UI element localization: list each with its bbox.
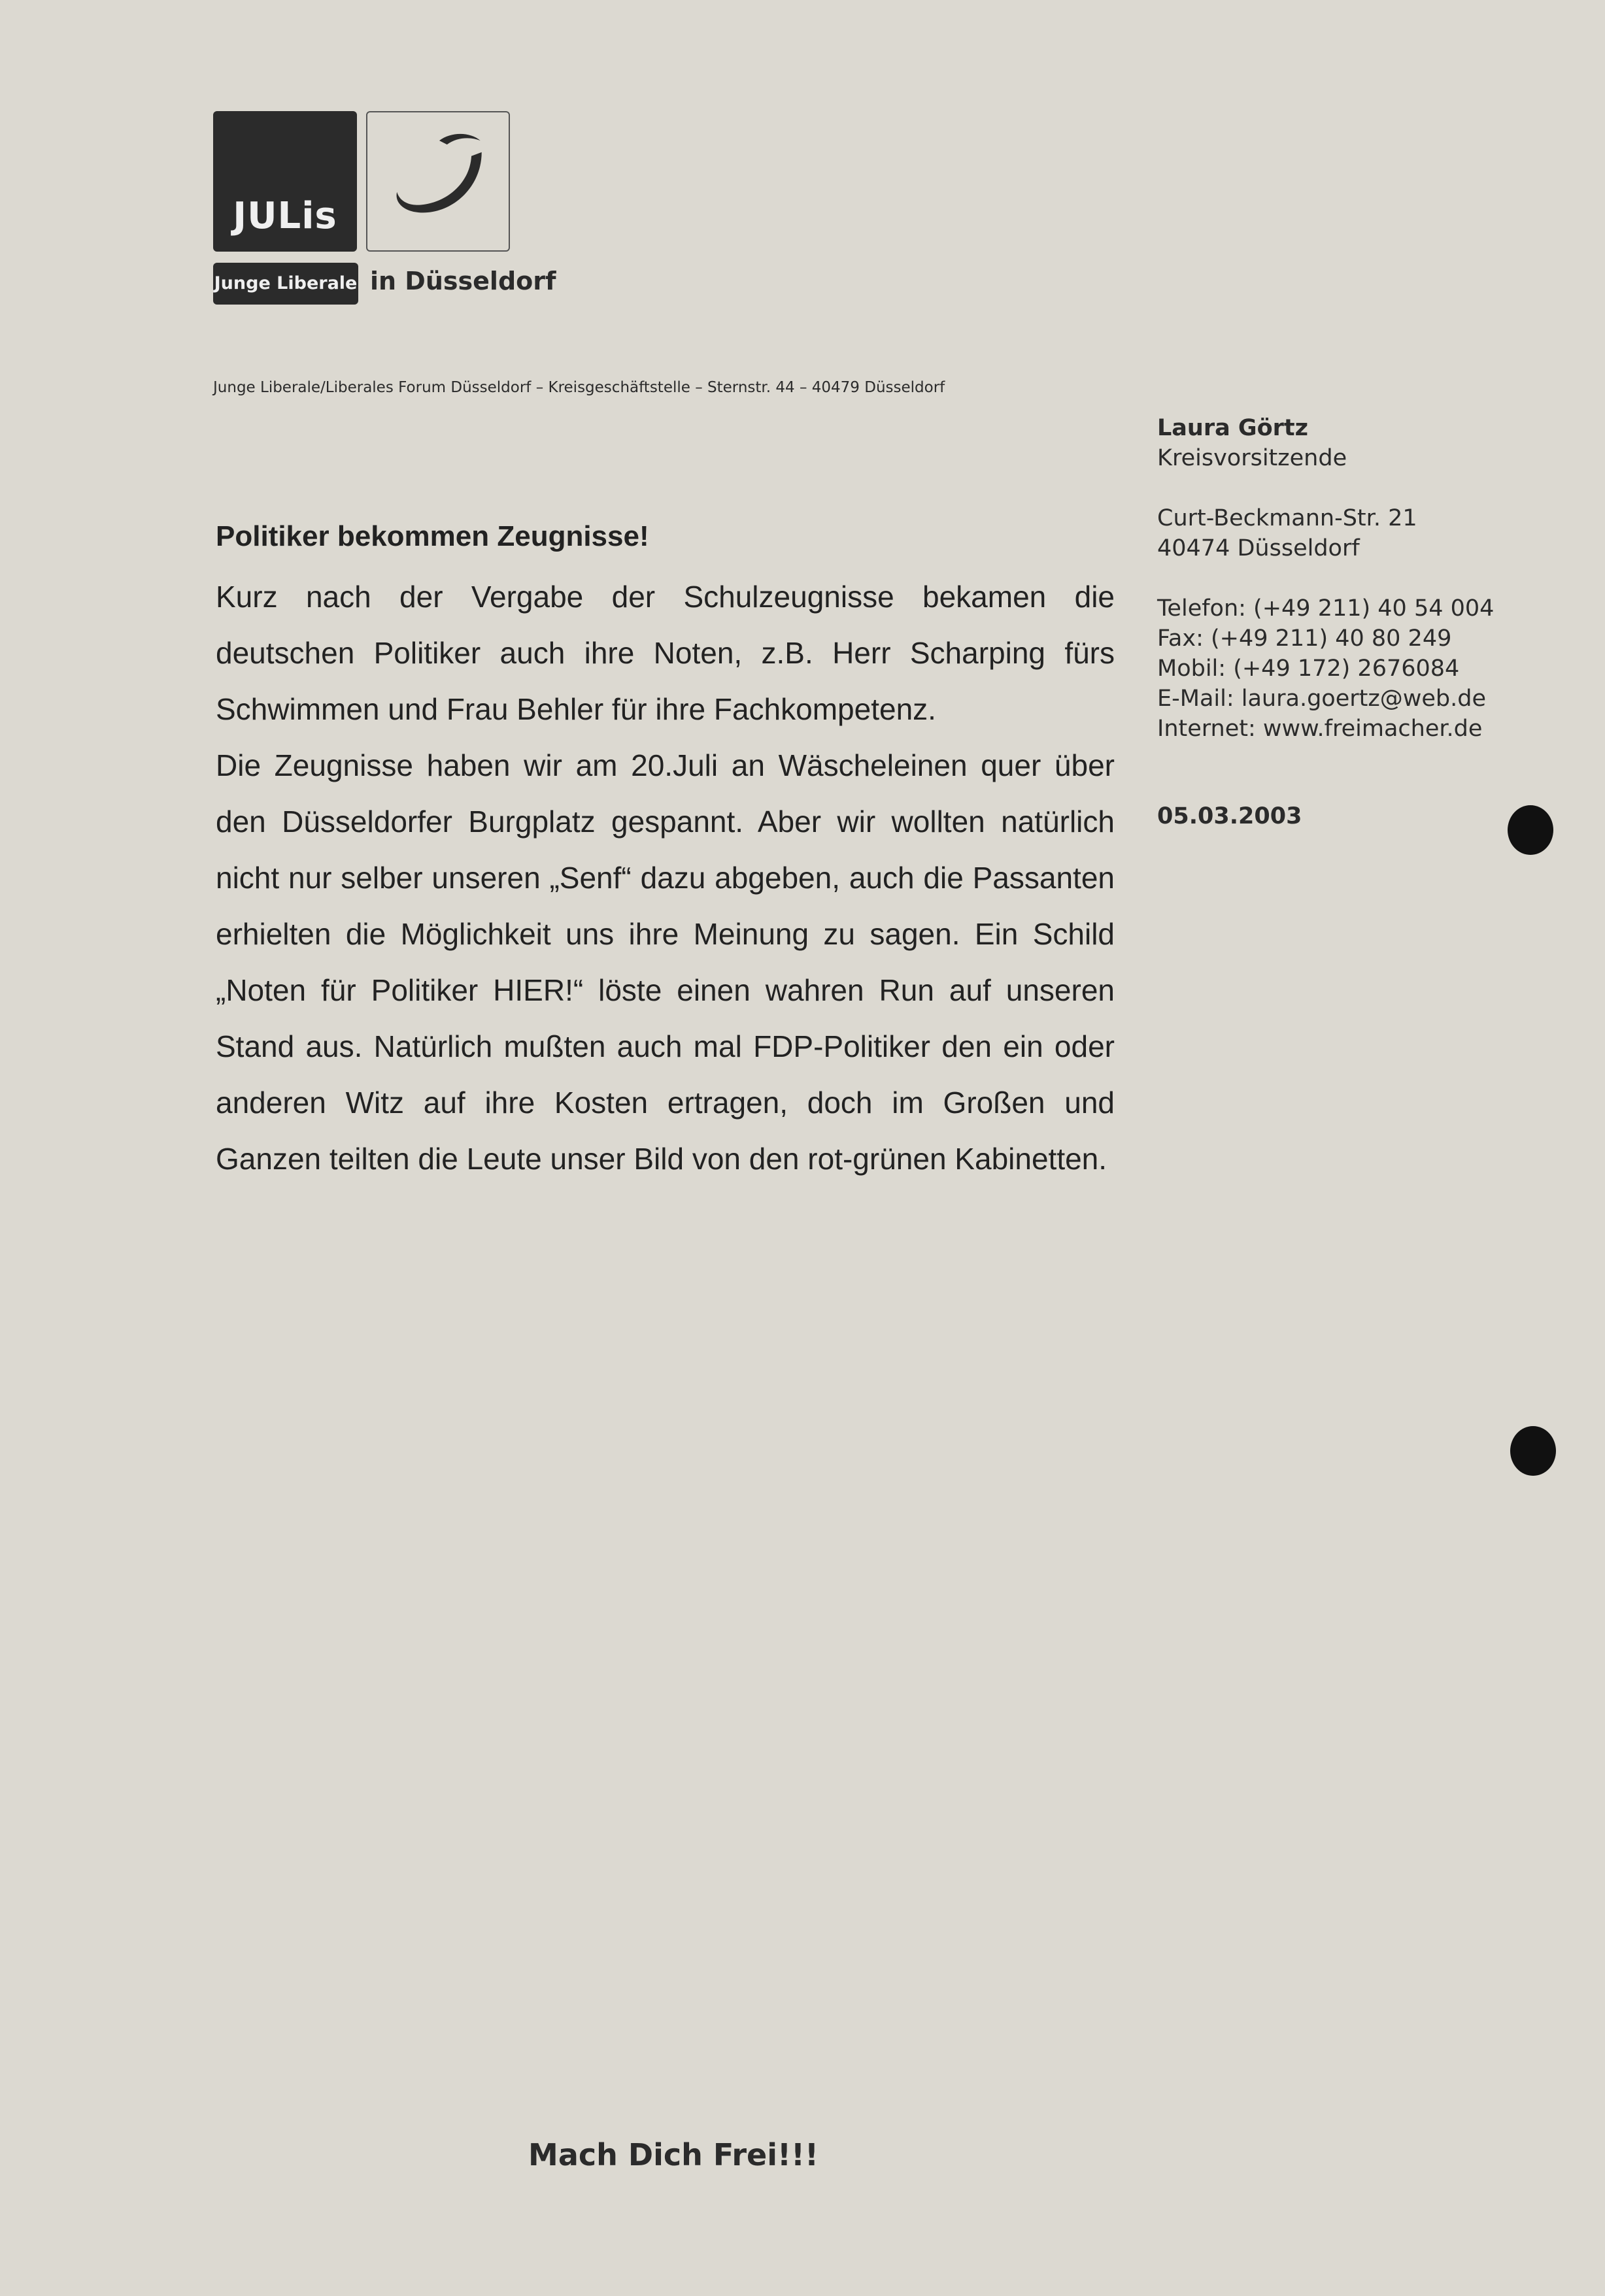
logo-city: in Düsseldorf — [370, 267, 556, 295]
contact-details — [1157, 593, 1576, 744]
contact-name: Laura Görtz — [1157, 415, 1309, 441]
punch-hole — [1510, 1426, 1556, 1476]
julis-logo — [213, 111, 579, 307]
contact-phone: Telefon: (+49 211) 40 54 004 — [1157, 595, 1495, 622]
punch-hole — [1508, 805, 1553, 855]
contact-email: E-Mail: laura.goertz@web.de — [1157, 686, 1486, 712]
contact-city: 40474 Düsseldorf — [1157, 535, 1360, 561]
logo-wordmark: JULis — [233, 195, 337, 237]
contact-mobile: Mobil: (+49 172) 2676084 — [1157, 656, 1460, 682]
swoosh-icon — [367, 112, 509, 250]
contact-street: Curt-Beckmann-Str. 21 — [1157, 505, 1417, 531]
contact-address — [1157, 503, 1576, 563]
article-paragraph: Kurz nach der Vergabe der Schulzeugnisse bekamen die deutschen Politiker auch ihre Noten, z.B. Herr Scharping fürs Schwimmen und Frau Behler für ihre Fachkompetenz. — [216, 580, 1115, 726]
footer-slogan: Mach Dich Frei!!! — [528, 2137, 819, 2172]
contact-role: Kreisvorsitzende — [1157, 445, 1347, 471]
article-paragraph: Die Zeugnisse haben wir am 20.Juli an Wäscheleinen quer über den Düsseldorfer Burgplatz gespannt. Aber wir wollten natürlich nicht nur selber unseren „Senf“ dazu abgeben, auch die Passanten erhielten die Möglichkeit uns ihre Meinung zu sagen. Ein Schild „Noten für Politiker HIER!“ löste einen wahren Run auf unseren Stand aus. Natürlich mußten auch mal FDP-Politiker den ein oder anderen Witz auf ihre Kosten ertragen, doch im Großen und Ganzen teilten die Leute unser Bild von den rot-grünen Kabinetten. — [216, 748, 1115, 1176]
logo-dark-box — [213, 111, 357, 252]
contact-fax: Fax: (+49 211) 40 80 249 — [1157, 625, 1452, 652]
article-body — [216, 569, 1115, 1187]
contact-internet: Internet: www.freimacher.de — [1157, 716, 1483, 742]
letter-date: 05.03.2003 — [1157, 803, 1302, 829]
logo-swoosh-box — [366, 111, 510, 252]
article-headline: Politiker bekommen Zeugnisse! — [216, 520, 649, 552]
contact-person — [1157, 413, 1576, 473]
logo-tag: Junge Liberale — [213, 263, 358, 305]
contact-sidebar — [1157, 413, 1576, 831]
sender-address-line: Junge Liberale/Liberales Forum Düsseldorf – Kreisgeschäftstelle – Sternstr. 44 – 40479 Düsseldorf — [213, 379, 945, 396]
